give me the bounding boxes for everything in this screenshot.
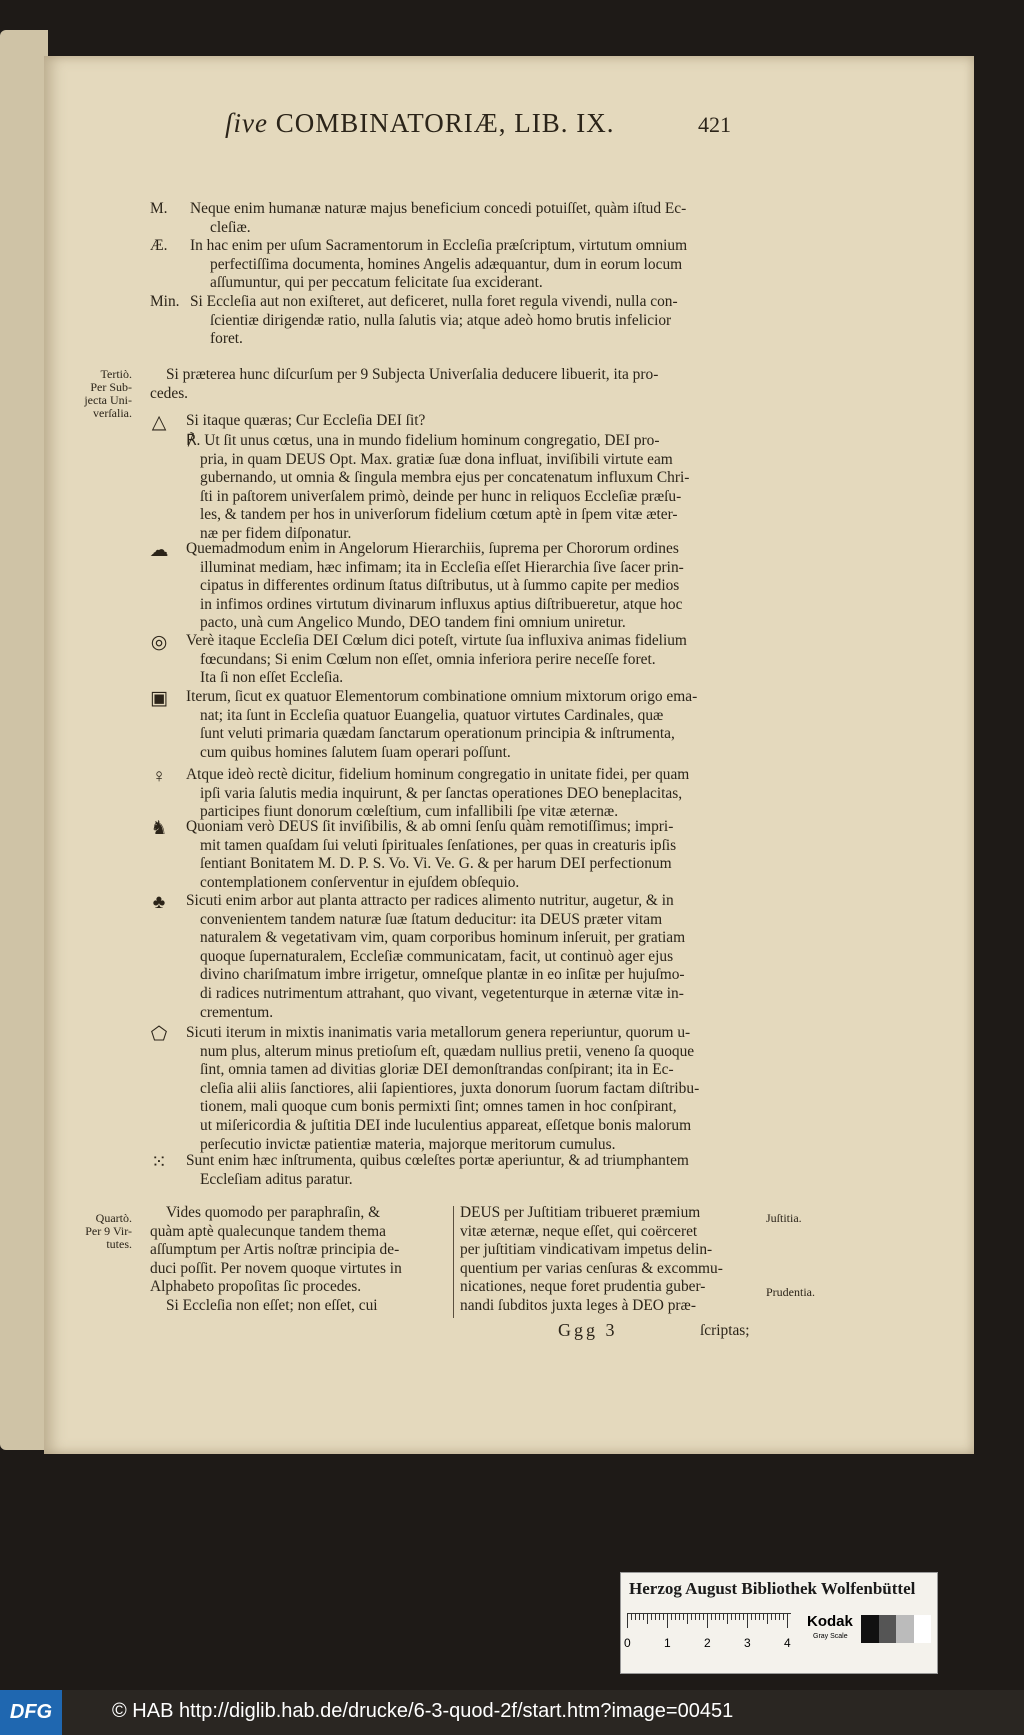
text-line: Iterum, ſicut ex quatuor Elementorum combinatione omnium mixtorum origo ema- bbox=[186, 688, 698, 705]
column-left bbox=[150, 1204, 448, 1316]
library-stamp bbox=[620, 1572, 938, 1674]
ruler-tick bbox=[631, 1614, 632, 1620]
ruler-tick bbox=[731, 1614, 732, 1620]
text-line: duci poſſit. Per novem quoque virtutes in bbox=[150, 1259, 402, 1277]
gray-scale-label: Gray Scale bbox=[813, 1633, 848, 1640]
ruler-tick bbox=[675, 1614, 676, 1620]
entry-paragraph bbox=[186, 1152, 766, 1189]
text-line: Eccleſiam aditus paratur. bbox=[200, 1170, 353, 1188]
text-line: contemplationem conſerventur in ejuſdem obſequio. bbox=[200, 873, 520, 891]
ruler-tick bbox=[775, 1614, 776, 1620]
ruler-tick bbox=[767, 1614, 768, 1624]
ruler-tick bbox=[759, 1614, 760, 1620]
ruler-tick bbox=[715, 1614, 716, 1620]
text-line: mit tamen quaſdam ſui veluti ſpirituales ſenſationes, per quas in creaturis ipſis bbox=[200, 836, 677, 854]
ruler-tick bbox=[739, 1614, 740, 1620]
response-icon bbox=[146, 432, 172, 454]
text-line: divino chariſmatum imbre irrigetur, omneſque plantæ in eo inſitæ per hujuſmo- bbox=[200, 966, 685, 984]
text-line: Neque enim humanæ naturæ majus beneficium concedi potuiſſet, quàm iſtud Ec- bbox=[190, 200, 687, 217]
text-line: di radices nutrimentum attrahant, quo vivant, vegetenturque in æternæ vitæ in- bbox=[200, 984, 684, 1002]
entry-paragraph bbox=[186, 688, 766, 762]
margin-note-justitia: Juſtitia. bbox=[766, 1211, 802, 1225]
text-line: in infimos ordines virtutum divinarum influxus aptius diſtribueretur, atque hoc bbox=[200, 595, 683, 613]
ruler-tick bbox=[719, 1614, 720, 1620]
kodak-brand: Kodak bbox=[807, 1613, 853, 1630]
text-line: In hac enim per uſum Sacramentorum in Eccleſia præſcriptum, virtutum omnium bbox=[190, 237, 688, 255]
ruler-tick bbox=[635, 1614, 636, 1620]
ruler-tick bbox=[771, 1614, 772, 1620]
text-line: cum quibus homines ſalutem ſuam operari poſſunt. bbox=[200, 743, 511, 761]
header-title: COMBINATORIÆ, LIB. IX. bbox=[275, 108, 615, 138]
dialogue-text bbox=[190, 293, 766, 349]
text-line: pria, in quam DEUS Opt. Max. gratiæ ſuæ dona influat, inviſibili virtute eam bbox=[200, 450, 673, 468]
ruler-number: 3 bbox=[744, 1636, 751, 1650]
text-line: DEUS per Juſtitiam tribueret præmium bbox=[460, 1204, 701, 1221]
dialogue-block bbox=[150, 200, 766, 349]
dialogue-row bbox=[150, 200, 766, 237]
text-line: Verè itaque Eccleſia DEI Cœlum dici poteſt, virtute ſua influxiva animas fidelium bbox=[186, 632, 687, 649]
entry-paragraph bbox=[186, 766, 766, 822]
text-line: quoque ſupernaturalem, Eccleſiæ communicatam, facit, ut continuò ager ejus bbox=[200, 947, 674, 965]
text-line: Quemadmodum enim in Angelorum Hierarchiis, ſuprema per Chororum ordines bbox=[186, 540, 679, 557]
speaker-label: Min. bbox=[150, 292, 180, 310]
ruler-tick bbox=[747, 1614, 748, 1628]
target-icon: ◎ bbox=[150, 632, 168, 653]
ruler-tick bbox=[643, 1614, 644, 1620]
speaker-label: Æ. bbox=[150, 237, 168, 255]
column-right bbox=[460, 1204, 762, 1316]
text-line: participes fiunt donorum cœleſtium, cum infallibili ſpe vitæ æternæ. bbox=[200, 803, 619, 821]
page-number: 421 bbox=[698, 112, 731, 137]
entry-paragraph bbox=[186, 432, 766, 544]
ruler-tick bbox=[667, 1614, 668, 1628]
dialogue-row bbox=[150, 237, 766, 293]
text-line: gubernando, ut omnia & ſingula membra ejus per concatenatum influxum Chri- bbox=[200, 469, 690, 487]
text-line: aſſumptum per Artis noſtræ principia de- bbox=[150, 1241, 400, 1259]
text-line: ℟. Ut ſit unus cœtus, una in mundo fidelium hominum congregatio, DEI pro- bbox=[186, 432, 660, 449]
ruler-tick bbox=[735, 1614, 736, 1620]
entry-paragraph bbox=[186, 412, 766, 431]
ruler-tick bbox=[783, 1614, 784, 1620]
ruler-tick bbox=[703, 1614, 704, 1620]
ruler-tick bbox=[647, 1614, 648, 1624]
entry-paragraph bbox=[186, 818, 766, 892]
viewer-footer bbox=[0, 1690, 1024, 1735]
entry-paragraph bbox=[186, 1024, 766, 1154]
dfg-logo: DFG bbox=[0, 1690, 62, 1735]
text-line: Alphabeto propoſitas ſic procedes. bbox=[150, 1278, 362, 1296]
animal-icon: ♞ bbox=[150, 818, 168, 839]
text-line: les, & tandem per hos in univerſorum fidelium cœtum aptè in ſpem vitæ æter- bbox=[200, 506, 678, 524]
credit-link[interactable]: © HAB http://diglib.hab.de/drucke/6-3-quod-2f/start.htm?image=00451 bbox=[112, 1700, 734, 1722]
gray-scale-patches bbox=[861, 1615, 931, 1643]
text-line: nat; ita ſunt in Eccleſia quatuor Euangelia, quatuor virtutes Cardinales, quæ bbox=[200, 706, 664, 724]
ruler-tick bbox=[743, 1614, 744, 1620]
ruler-number: 2 bbox=[704, 1636, 711, 1650]
pentagon-icon: ⬠ bbox=[150, 1024, 168, 1045]
text-line: Si itaque quæras; Cur Eccleſia DEI ſit? bbox=[186, 412, 426, 429]
ruler-tick bbox=[695, 1614, 696, 1620]
ruler-tick bbox=[699, 1614, 700, 1620]
dialogue-text bbox=[190, 200, 766, 237]
text-line: pacto, unà cum Angelico Mundo, DEO tandem fini omnium uniretur. bbox=[200, 614, 626, 632]
library-name: Herzog August Bibliothek Wolfenbüttel bbox=[629, 1579, 916, 1598]
ruler-tick bbox=[691, 1614, 692, 1620]
text-line: nandi ſubditos juxta leges à DEO præ- bbox=[460, 1296, 696, 1314]
triangle-icon: △ bbox=[151, 412, 167, 433]
text-line: perſecutio invictæ patientiæ materia, majorque meritorum cumulus. bbox=[200, 1135, 616, 1153]
ruler-tick bbox=[711, 1614, 712, 1620]
dialogue-row bbox=[150, 293, 766, 349]
square-icon: ▣ bbox=[150, 688, 168, 709]
text-line: quàm aptè qualecunque tandem thema bbox=[150, 1222, 386, 1240]
dialogue-text bbox=[190, 237, 766, 293]
text-line: ipſi varia ſalutis media inquirunt, & per ſanctas operationes DEO beneplacitas, bbox=[200, 784, 683, 802]
header-running: ſive bbox=[225, 108, 268, 138]
text-line: crementum. bbox=[200, 1003, 274, 1021]
margin-note-prudentia: Prudentia. bbox=[766, 1285, 815, 1299]
text-line: cleſia alii aliis ſanctiores, alii ſapientiores, juxta donorum ſuorum factam diſtribu- bbox=[200, 1079, 700, 1097]
text-line: Atque ideò rectè dicitur, fidelium hominum congregatio in unitate fidei, per quam bbox=[186, 766, 690, 783]
text-line: foret. bbox=[210, 330, 243, 348]
dots-icon: ⁙ bbox=[151, 1152, 167, 1173]
text-line: Si Eccleſia non eſſet; non eſſet, cui bbox=[166, 1296, 378, 1314]
text-line: per juſtitiam vindicativam impetus delin- bbox=[460, 1241, 713, 1259]
text-line: Sunt enim hæc inſtrumenta, quibus cœleſtes portæ aperiuntur, & ad triumphantem bbox=[186, 1152, 689, 1169]
speaker-label: M. bbox=[150, 200, 168, 217]
tree-icon: ♣ bbox=[152, 892, 166, 913]
text-line: fœcundans; Si enim Cœlum non eſſet, omnia inferiora perire neceſſe foret. bbox=[200, 650, 656, 668]
text-line: aſſumuntur, qui per peccatum felicitate ſua exciderant. bbox=[210, 274, 543, 292]
text-line: illuminat mediam, hæc infimam; ita in Eccleſia eſſet Hierarchia ſive ſacer prin- bbox=[200, 558, 684, 576]
text-line: cleſiæ. bbox=[210, 218, 251, 236]
ruler-tick bbox=[671, 1614, 672, 1620]
ruler-tick bbox=[679, 1614, 680, 1620]
text-line: Sicuti enim arbor aut planta attracto per radices alimento nutritur, augetur, & in bbox=[186, 892, 674, 909]
text-line: vitæ æternæ, neque eſſet, qui coërceret bbox=[460, 1222, 698, 1240]
measurement-ruler bbox=[624, 1613, 791, 1650]
man-icon: ♀ bbox=[151, 766, 167, 787]
ruler-number: 4 bbox=[784, 1636, 791, 1650]
text-line: convenientem tandem naturæ ſuæ ſtatum deducitur: ita DEUS præter vitam bbox=[200, 910, 663, 928]
entry-paragraph bbox=[186, 892, 766, 1022]
text-line: ſint, omnia tamen ad divitias gloriæ DEI demonſtrandas conſpirant; ita in Ec- bbox=[200, 1061, 674, 1079]
text-line: cedes. bbox=[150, 384, 189, 402]
text-line: Si præterea hunc diſcurſum per 9 Subjecta Univerſalia deducere libuerit, ita pro- bbox=[166, 366, 659, 383]
ruler-number: 1 bbox=[664, 1636, 671, 1650]
ruler-tick bbox=[779, 1614, 780, 1620]
text-line: ſentiant Bonitatem M. D. P. S. Vo. Vi. Ve. G. & per harum DEI perfectionum bbox=[200, 855, 672, 873]
ruler-tick bbox=[787, 1614, 788, 1628]
text-line: Quoniam verò DEUS ſit inviſibilis, & ab omni ſenſu quàm remotiſſimus; impri- bbox=[186, 818, 674, 835]
text-line: Si Eccleſia aut non exiſteret, aut deficeret, nulla foret regula vivendi, nulla con- bbox=[190, 292, 678, 310]
running-header bbox=[225, 108, 745, 139]
ruler-tick bbox=[687, 1614, 688, 1624]
column-divider bbox=[453, 1206, 454, 1318]
text-line: ſcientiæ dirigendæ ratio, nulla ſalutis via; atque adeò homo brutis infelicior bbox=[210, 311, 672, 329]
ruler-tick bbox=[683, 1614, 684, 1620]
text-line: num plus, alterum minus pretioſum eſt, quædam nullius pretii, veneno ſa quoque bbox=[200, 1042, 695, 1060]
ruler-tick bbox=[727, 1614, 728, 1624]
text-line: ut miſericordia & juſtitia DEI inde luculentius appareat, eſſetque bonis malorum bbox=[200, 1116, 692, 1134]
ruler-tick bbox=[755, 1614, 756, 1620]
text-line: perfectiſſima documenta, homines Angelis adæquantur, dum in eorum locum bbox=[210, 255, 683, 273]
ruler-tick bbox=[763, 1614, 764, 1620]
text-line: naturalem & vegetativam vim, quam corporibus hominum inſeruit, per gratiam bbox=[200, 929, 686, 947]
text-line: Sicuti iterum in mixtis inanimatis varia metallorum genera reperiuntur, quorum u- bbox=[186, 1024, 691, 1041]
ruler-tick bbox=[639, 1614, 640, 1620]
ruler-tick bbox=[659, 1614, 660, 1620]
text-line: Vides quomodo per paraphraſin, & bbox=[166, 1204, 381, 1221]
text-line: ſti in paſtorem univerſalem primò, deinde per hunc in reliquos Eccleſiæ præſu- bbox=[200, 487, 682, 505]
entry-paragraph bbox=[186, 632, 766, 688]
text-line: Ita ſi non eſſet Eccleſia. bbox=[200, 669, 344, 687]
ruler-tick bbox=[651, 1614, 652, 1620]
text-line: cipatus in differentes ordinum ſtatus diſtributus, ut à ſummo capite per medios bbox=[200, 577, 680, 595]
text-line: nicationes, neque foret prudentia guber- bbox=[460, 1278, 706, 1296]
ruler-tick bbox=[655, 1614, 656, 1620]
margin-note-quarto: Quartò. Per 9 Vir-tutes. bbox=[85, 1211, 132, 1251]
ruler-tick bbox=[723, 1614, 724, 1620]
text-line: tionem, mali quoque cum bonis permixti ſint; omnes tamen in hoc conſpirant, bbox=[200, 1098, 677, 1116]
ruler-tick bbox=[707, 1614, 708, 1628]
ruler-tick bbox=[663, 1614, 664, 1620]
ruler-number: 0 bbox=[624, 1636, 631, 1650]
text-line: ſunt veluti primaria quædam ſanctarum operationum principia & inſtrumenta, bbox=[200, 725, 675, 743]
cloud-icon: ☁ bbox=[149, 540, 169, 561]
ruler-tick bbox=[751, 1614, 752, 1620]
text-line: quentium per varias cenſuras & excommu- bbox=[460, 1259, 723, 1277]
signature-mark: Ggg 3 bbox=[558, 1320, 618, 1340]
ruler-tick bbox=[627, 1614, 628, 1628]
entry-paragraph bbox=[186, 540, 766, 633]
intro-paragraph bbox=[150, 366, 766, 403]
catchword: ſcriptas; bbox=[700, 1322, 750, 1339]
margin-note-tertio: Tertiò. Per Sub-jecta Uni-verſalia. bbox=[84, 367, 132, 420]
text-line: næ per fidem diſponatur. bbox=[200, 524, 352, 542]
